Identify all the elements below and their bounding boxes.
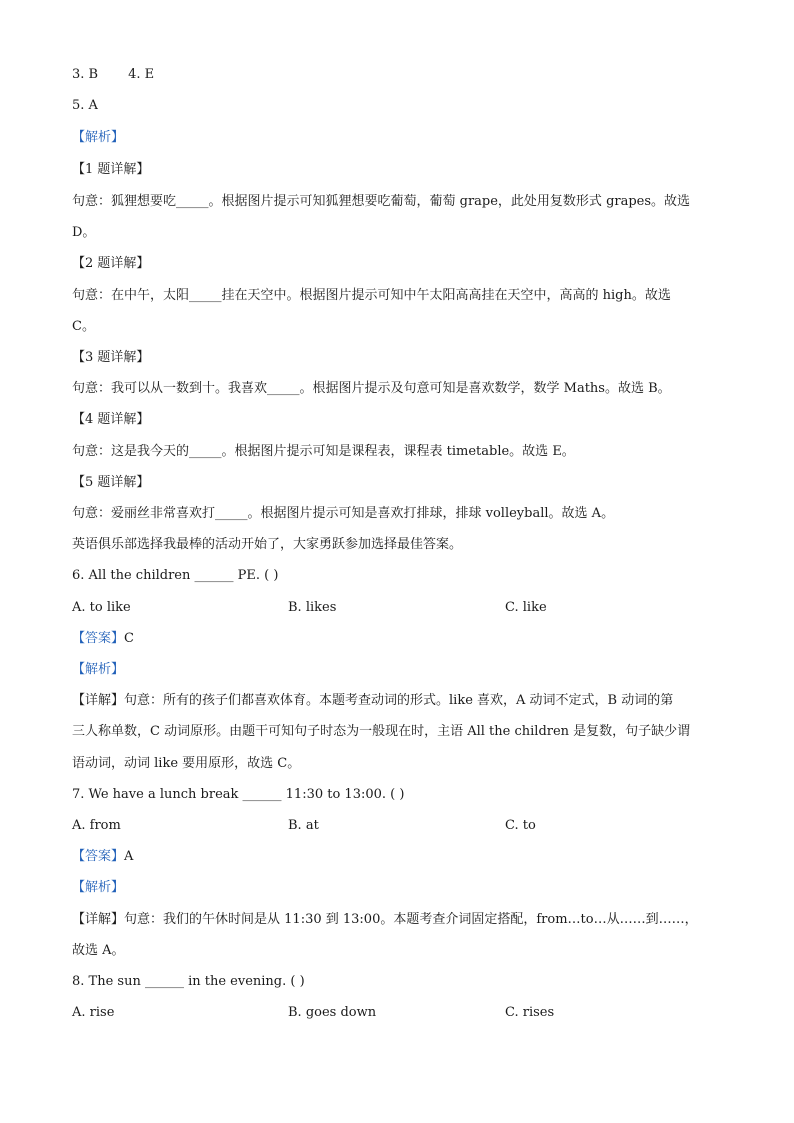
q6-detail-l1 xyxy=(72,692,673,710)
analysis-heading: 【解析】 xyxy=(72,130,125,145)
q7-answer-row xyxy=(72,848,133,866)
q2-detail-cont: C。 xyxy=(72,319,95,334)
q6-option-c: C. like xyxy=(505,600,547,615)
q6-stem: 6. All the children ______ PE. ( ) xyxy=(72,568,279,583)
q1-detail-label: 【1 题详解】 xyxy=(72,162,150,177)
section-intro: 英语俱乐部选择我最棒的活动开始了，大家勇跃参加选择最佳答案。 xyxy=(72,537,463,552)
q6-detail-l2: 三人称单数，C 动词原形。由题干可知句子时态为一般现在时，主语 All the children 是复数，句子缺少谓 xyxy=(72,724,691,739)
answer-3: 3. B xyxy=(72,67,99,82)
q7-detail-text: 句意：我们的午休时间是从 11:30 到 13:00。本题考查介词固定搭配，from…to…从……到……， xyxy=(124,912,698,927)
q6-detail-label: 【详解】 xyxy=(72,693,125,708)
q3-detail-text: 句意：我可以从一数到十。我喜欢_____。根据图片提示及句意可知是喜欢数学，数学 Maths。故选 B。 xyxy=(72,381,671,396)
q7-detail-label: 【详解】 xyxy=(72,912,125,927)
q7-answer: A xyxy=(124,849,134,864)
answer-5: 5. A xyxy=(72,98,98,113)
q5-detail-label: 【5 题详解】 xyxy=(72,475,150,490)
q7-detail-l1 xyxy=(72,911,698,929)
q7-answer-label: 【答案】 xyxy=(72,849,125,864)
q1-detail-text: 句意：狐狸想要吃_____。根据图片提示可知狐狸想要吃葡萄，葡萄 grape，此处用复数形式 grapes。故选 xyxy=(72,194,691,209)
q7-option-a: A. from xyxy=(72,818,121,833)
q8-option-a: A. rise xyxy=(72,1005,115,1020)
q5-detail-text: 句意：爱丽丝非常喜欢打_____。根据图片提示可知是喜欢打排球，排球 volleyball。故选 A。 xyxy=(72,506,615,521)
q7-detail-l2: 故选 A。 xyxy=(72,943,125,958)
q4-detail-text: 句意：这是我今天的_____。根据图片提示可知是课程表，课程表 timetable。故选 E。 xyxy=(72,444,575,459)
q6-answer-label: 【答案】 xyxy=(72,631,125,646)
q7-analysis-label: 【解析】 xyxy=(72,880,125,895)
q3-detail-label: 【3 题详解】 xyxy=(72,350,150,365)
q6-answer-row xyxy=(72,630,134,648)
q8-option-b: B. goes down xyxy=(288,1005,377,1020)
q6-answer: C xyxy=(124,631,134,646)
q6-option-b: B. likes xyxy=(288,600,337,615)
q2-detail-label: 【2 题详解】 xyxy=(72,256,150,271)
q6-analysis-label: 【解析】 xyxy=(72,662,125,677)
q2-detail-text: 句意：在中午，太阳_____挂在天空中。根据图片提示可知中午太阳高高挂在天空中，高高的 high。故选 xyxy=(72,288,671,303)
q4-detail-label: 【4 题详解】 xyxy=(72,412,150,427)
q8-option-c: C. rises xyxy=(505,1005,555,1020)
q6-option-a: A. to like xyxy=(72,600,131,615)
q1-detail-cont: D。 xyxy=(72,225,96,240)
answer-4: 4. E xyxy=(128,67,155,82)
q7-option-b: B. at xyxy=(288,818,319,833)
q7-stem: 7. We have a lunch break ______ 11:30 to 13:00. ( ) xyxy=(72,787,405,802)
q7-option-c: C. to xyxy=(505,818,536,833)
q6-detail-l3: 语动词，动词 like 要用原形，故选 C。 xyxy=(72,756,301,771)
answer-row-3-4 xyxy=(72,66,154,84)
q8-stem: 8. The sun ______ in the evening. ( ) xyxy=(72,974,305,989)
q6-detail-text: 句意：所有的孩子们都喜欢体育。本题考查动词的形式。like 喜欢，A 动词不定式，B 动词的第 xyxy=(124,693,674,708)
